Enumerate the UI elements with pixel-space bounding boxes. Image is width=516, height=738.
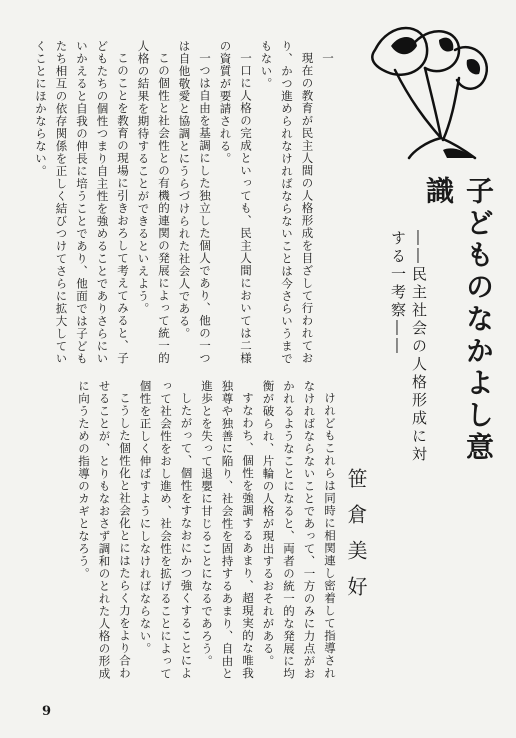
section-number: 一 xyxy=(321,51,335,64)
author-name: 笹倉美好 xyxy=(344,468,368,612)
upper-paragraph: この個性と社会性との有機的連関の発展によって統一的人格の結果を期待することができるといえよう。 xyxy=(136,40,171,364)
lower-paragraph: こうした個性化と社会化とにはたらく力をより合わせることが、とりもなおさず調和のとれた人格の形成に向うための指導のカギとなろう。 xyxy=(77,380,132,680)
lower-text-block xyxy=(74,380,341,680)
article-title: 子どものなかよし意識 xyxy=(422,176,495,464)
upper-text-block xyxy=(31,40,339,372)
article-subtitle: ――民主社会の人格形成に対する一考察―― xyxy=(389,230,428,464)
upper-paragraph: このことを教育の現場に引きおろして考えてみると、子どもたちの個性つまり自主性を強めることでありさらにいいかえると自我の伸長に培うことであり、他面では子どもたち相互の依存関係を正しく結びつけてさらに拡大していくことにほかならない。 xyxy=(34,40,130,365)
upper-paragraph: 現在の教育が民主人間の人格形成を目ざして行われており、かつ進められなければならないことは今さらいうまでもない。 xyxy=(259,40,315,365)
lower-paragraph: けれどもこれらは同時に相関連し密着して指導されなければならないことであって、一方のみに力点がおかれるようなことになると、両者の統一的な発展に均衡が破られ、片輪の人格が現出するおそれがある。 xyxy=(261,380,337,680)
lower-paragraph: すなわち、個性を強調するあまり、超現実的な唯我独尊や独善に陥り、社会性を固持するあまり、自由と進歩とを失って退嬰に甘じることになるであろう。 xyxy=(200,380,255,680)
upper-paragraph: 一口に人格の完成といっても、民主人間においては二様の資質が要請される。 xyxy=(218,40,253,364)
upper-paragraph: 一つは自由を基調にした独立した個人であり、他の一つは自他敬愛と協調とにうらづけられた社会人である。 xyxy=(177,40,212,364)
flower-illustration xyxy=(355,10,505,160)
lower-paragraph: したがって、個性をすなおにかつ強くすることによって社会性をおし進め、社会性を拡げることによって個性を正しく伸ばすようにしなければならない。 xyxy=(138,380,194,680)
page-number: 9 xyxy=(42,704,52,719)
